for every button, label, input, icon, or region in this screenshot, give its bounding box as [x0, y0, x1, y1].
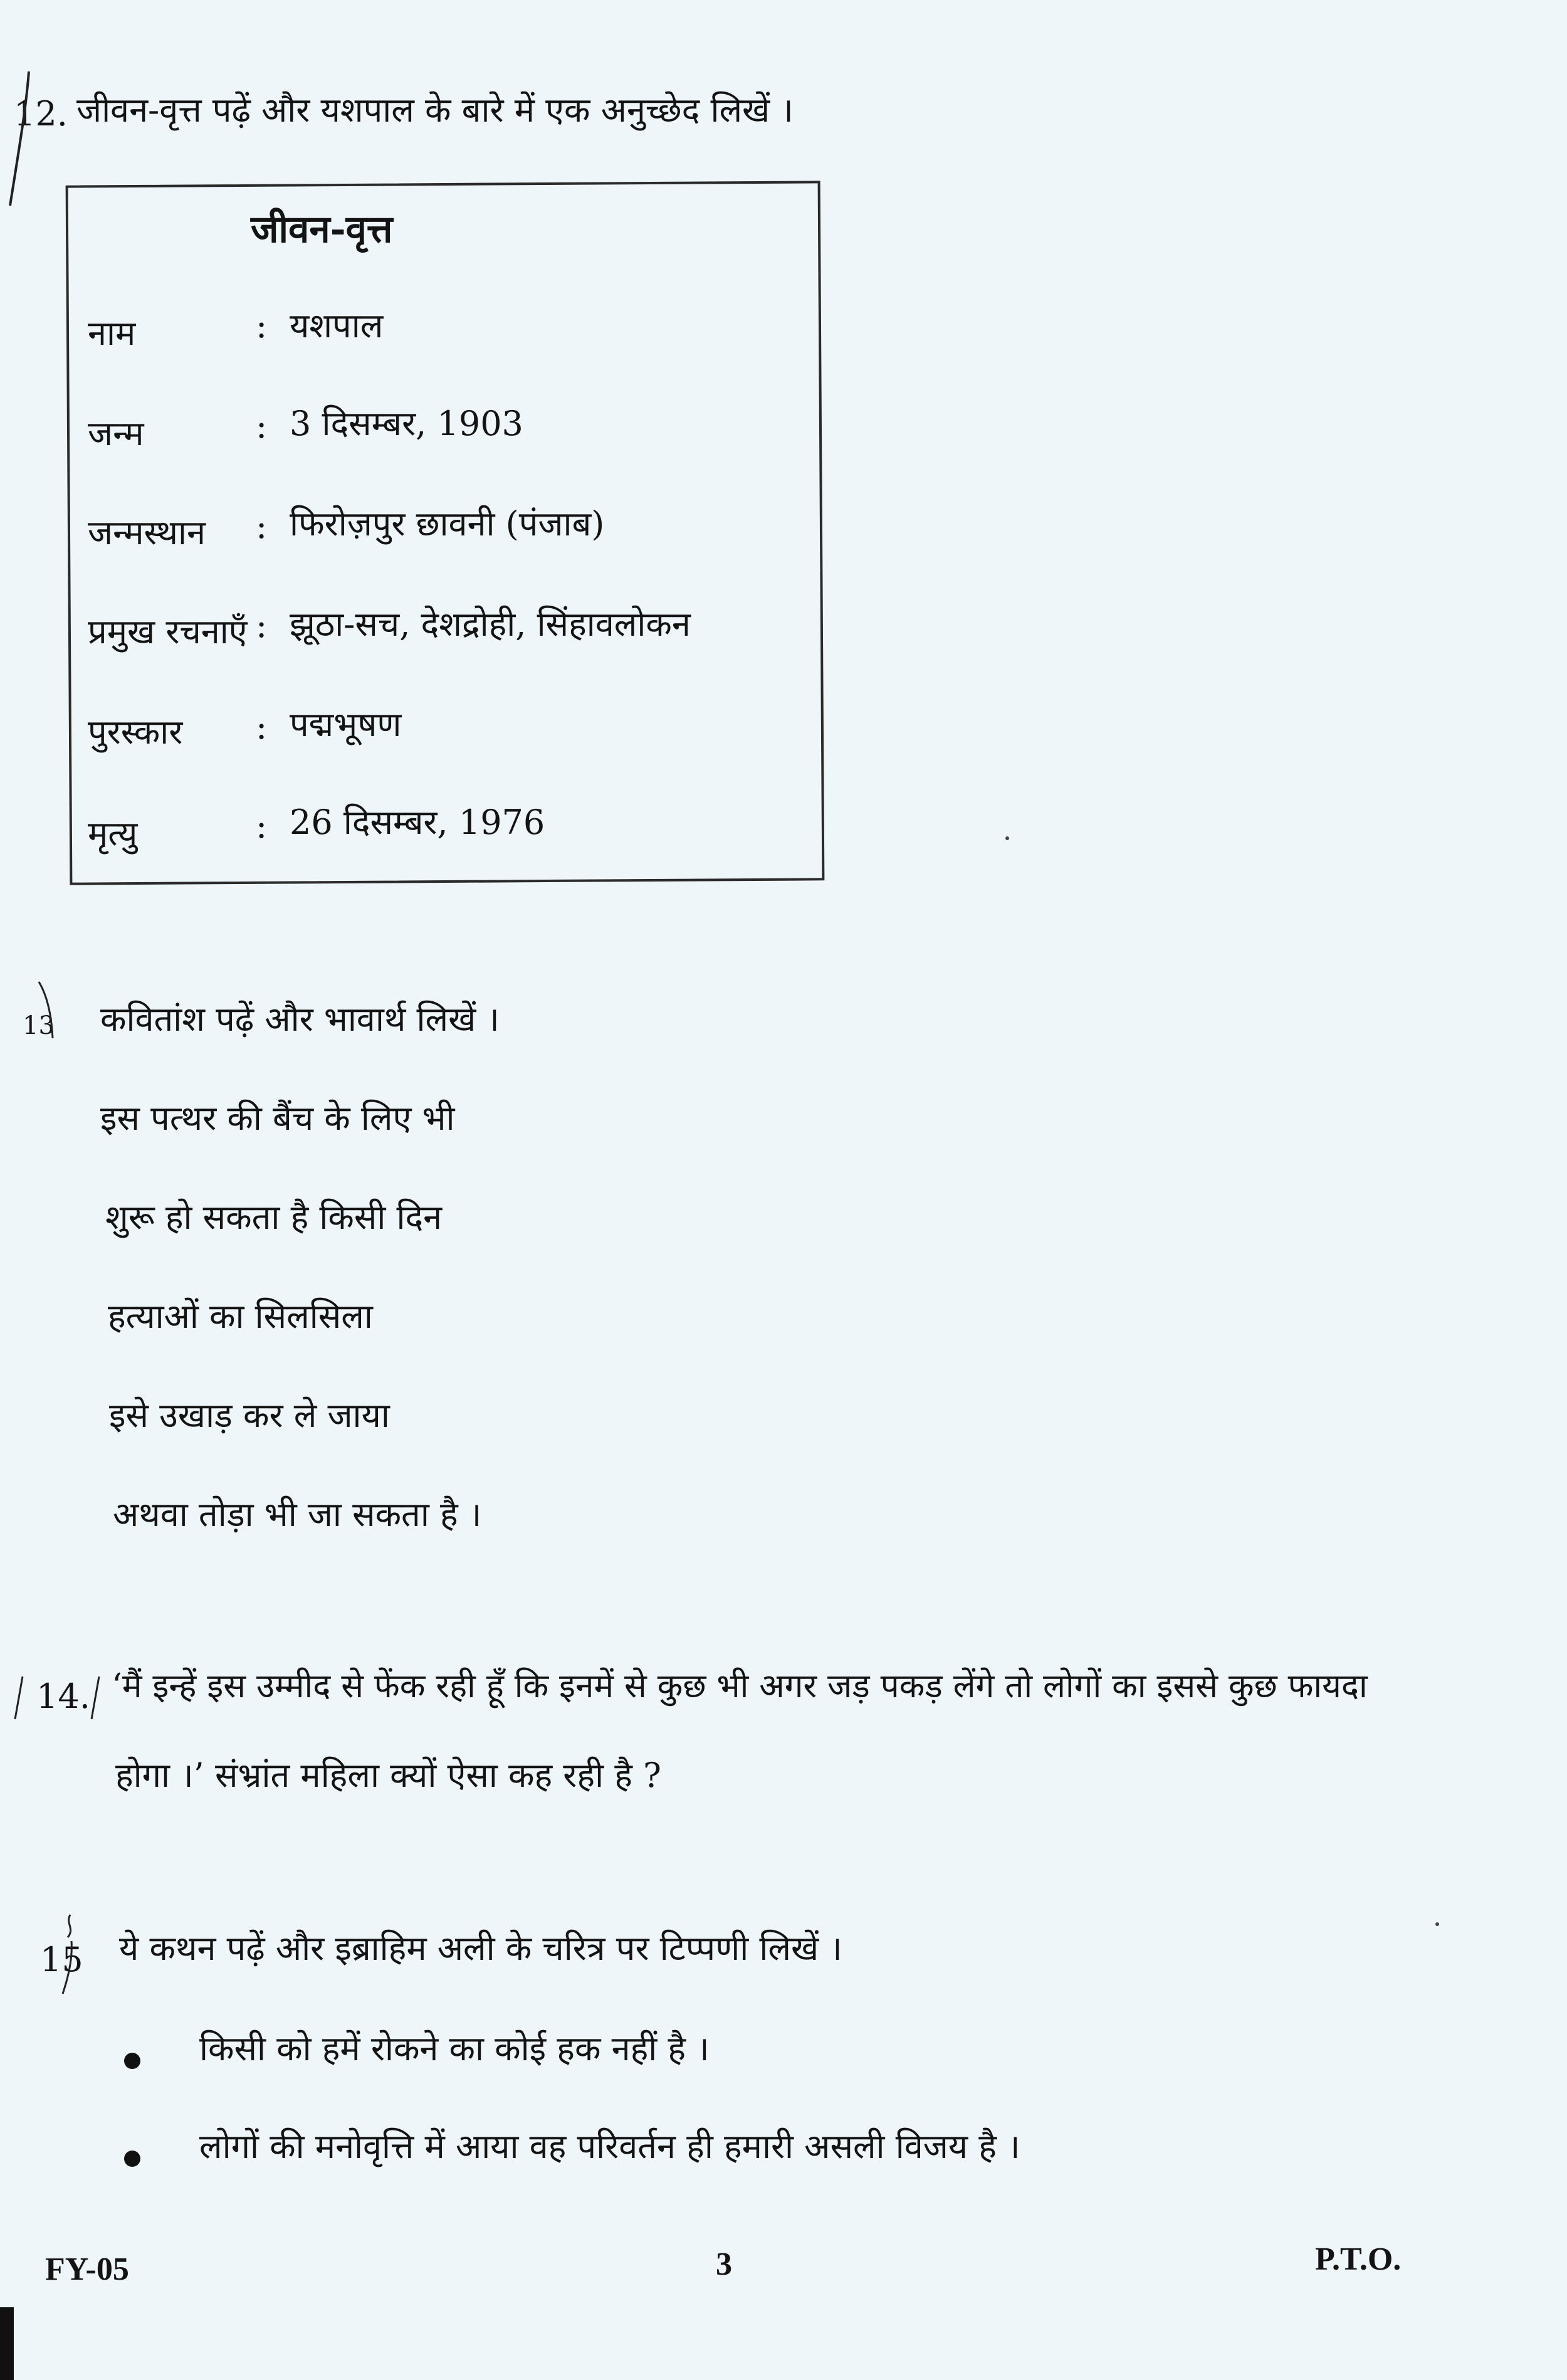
bullet-icon: [124, 2151, 140, 2167]
bio-label-name: नाम: [88, 313, 136, 353]
speck: [1435, 1922, 1439, 1926]
poem-line-2: शुरू हो सकता है किसी दिन: [105, 1198, 443, 1237]
bio-value-birth: 3 दिसम्बर, 1903: [290, 404, 523, 443]
bio-label-works: प्रमुख रचनाएँ: [88, 612, 248, 651]
bio-colon: :: [256, 806, 268, 846]
page-number: 3: [716, 2246, 732, 2282]
q15-bullet-2: लोगों की मनोवृत्ति में आया वह परिवर्तन ही हमारी असली विजय है ।: [199, 2127, 1020, 2166]
q12-text: जीवन-वृत्त पढ़ें और यशपाल के बारे में एक अनुच्छेद लिखें ।: [76, 90, 794, 130]
poem-line-1: इस पत्थर की बैंच के लिए भी: [100, 1098, 455, 1138]
tick-mark-q13: [28, 976, 65, 1045]
poem-line-4: इसे उखाड़ कर ले जाया: [109, 1396, 390, 1435]
bullet-icon: [124, 2053, 140, 2069]
tick-mark-q12: [1, 68, 39, 212]
bio-colon: :: [256, 507, 268, 546]
bio-label-birthplace: जन्मस्थान: [88, 513, 206, 552]
speck: [1005, 836, 1009, 840]
scan-edge-mark: [0, 2307, 14, 2380]
bio-colon: :: [256, 707, 268, 747]
bio-colon: :: [256, 306, 268, 345]
q14-line-2: होगा ।’ संभ्रांत महिला क्यों ऐसा कह रही है ?: [115, 1756, 662, 1795]
bio-value-works: झूठा-सच, देशद्रोही, सिंहावलोकन: [290, 604, 691, 644]
q15-text: ये कथन पढ़ें और इब्राहिम अली के चरित्र पर टिप्पणी लिखें ।: [119, 1929, 842, 1968]
paper-code: FY-05: [45, 2251, 129, 2287]
poem-line-5: अथवा तोड़ा भी जा सकता है ।: [113, 1495, 482, 1534]
bio-colon: :: [256, 606, 268, 645]
q15-bullet-1: किसी को हमें रोकने का कोई हक नहीं है ।: [199, 2029, 710, 2068]
q14-number: 14.: [36, 1677, 90, 1716]
pto-label: P.T.O.: [1315, 2241, 1402, 2277]
q13-number: 13: [23, 1011, 55, 1040]
biography-title: जीवन-वृत्त: [251, 208, 393, 251]
bio-value-birthplace: फिरोज़पुर छावनी (पंजाब): [290, 504, 605, 544]
bio-value-death: 26 दिसम्बर, 1976: [290, 803, 545, 842]
bio-label-birth: जन्म: [88, 414, 144, 453]
q12-number: 12.: [14, 94, 68, 134]
q15-number: 15: [40, 1940, 83, 1979]
bio-value-name: यशपाल: [290, 306, 384, 345]
q13-text: कवितांश पढ़ें और भावार्थ लिखें ।: [100, 999, 500, 1039]
bio-label-award: पुरस्कार: [88, 712, 183, 752]
tick-mark-q14-left: [11, 1673, 26, 1723]
bio-label-death: मृत्यु: [88, 814, 138, 853]
bio-value-award: पद्मभूषण: [290, 705, 402, 744]
tick-mark-q14-right: [88, 1673, 103, 1723]
poem-line-3: हत्याओं का सिलसिला: [108, 1297, 373, 1336]
tick-mark-q15: [54, 1910, 85, 1998]
bio-colon: :: [256, 406, 268, 446]
q14-line-1: ‘मैं इन्हें इस उम्मीद से फेंक रही हूँ कि इनमें से कुछ भी अगर जड़ पकड़ लेंगे तो लोगों का इससे कुछ फायदा: [112, 1667, 1368, 1705]
